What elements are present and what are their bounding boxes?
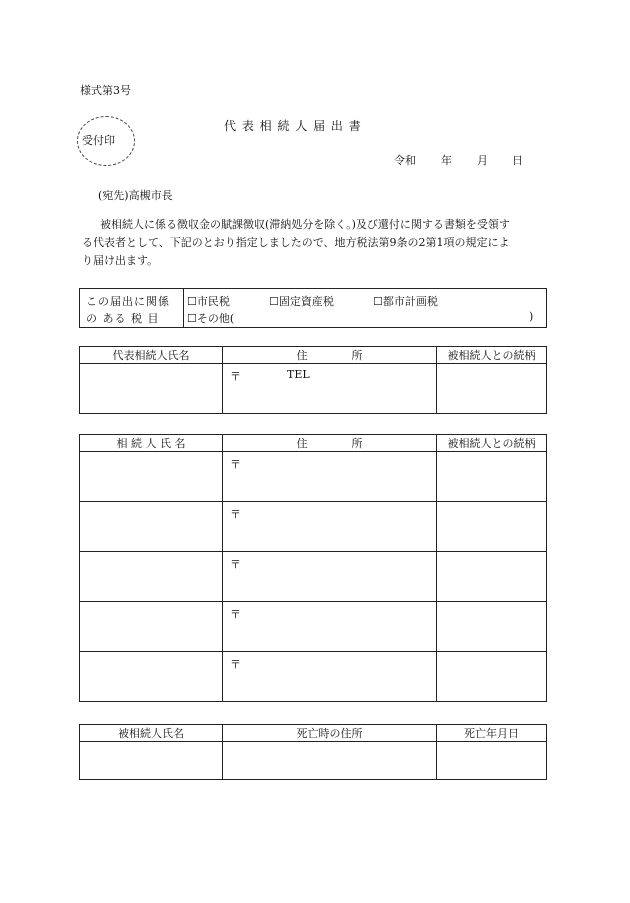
rep-relation-header: 被相続人との続柄 bbox=[437, 347, 547, 364]
heir-address-cell[interactable] bbox=[223, 552, 437, 602]
postal-mark: 〒 bbox=[230, 608, 241, 621]
representative-heir-table bbox=[79, 346, 547, 414]
other-close-paren: ) bbox=[529, 310, 534, 323]
tel-label: TEL bbox=[287, 368, 310, 381]
date-era: 令和 bbox=[394, 154, 416, 167]
table-row bbox=[80, 502, 547, 552]
heir-name-cell[interactable] bbox=[80, 502, 223, 552]
tax-label-line2: の ある 税 目 bbox=[86, 312, 160, 325]
date-day: 日 bbox=[512, 154, 523, 167]
heir-relation-cell[interactable] bbox=[437, 502, 547, 552]
body-paragraph bbox=[82, 216, 552, 270]
document-title: 代 表 相 続 人 届 出 書 bbox=[224, 119, 362, 133]
table-row bbox=[80, 652, 547, 702]
checkbox-other[interactable]: ☐その他( bbox=[187, 312, 235, 325]
deceased-table bbox=[79, 724, 547, 780]
heir-address-cell[interactable] bbox=[223, 502, 437, 552]
form-number: 様式第3号 bbox=[80, 84, 131, 97]
body-line: り届け出ます。 bbox=[82, 254, 159, 267]
heir-address-cell[interactable] bbox=[223, 452, 437, 502]
tax-label-line1: この届出に関係 bbox=[86, 295, 170, 308]
table-row bbox=[80, 602, 547, 652]
heirs-table bbox=[79, 434, 547, 702]
tax-box-divider bbox=[183, 289, 184, 327]
addressee: (宛先)高槻市長 bbox=[98, 189, 173, 202]
postal-mark: 〒 bbox=[230, 370, 241, 383]
death-date-header: 死亡年月日 bbox=[437, 725, 547, 742]
death-date-cell[interactable] bbox=[437, 742, 547, 780]
tax-item-box bbox=[79, 288, 547, 328]
deceased-name-header: 被相続人氏名 bbox=[80, 725, 223, 742]
heir-address-cell[interactable] bbox=[223, 652, 437, 702]
heir-name-cell[interactable] bbox=[80, 652, 223, 702]
heir-address-header: 住 所 bbox=[223, 435, 437, 452]
checkbox-property-tax[interactable]: ☐固定資産税 bbox=[269, 295, 334, 308]
table-row bbox=[80, 452, 547, 502]
deceased-address-header: 死亡時の住所 bbox=[223, 725, 437, 742]
deceased-name-cell[interactable] bbox=[80, 742, 223, 780]
rep-address-header: 住 所 bbox=[223, 347, 437, 364]
deceased-address-cell[interactable] bbox=[223, 742, 437, 780]
postal-mark: 〒 bbox=[230, 658, 241, 671]
rep-name-header: 代表相続人氏名 bbox=[80, 347, 223, 364]
rep-name-cell[interactable] bbox=[80, 364, 223, 414]
heir-name-cell[interactable] bbox=[80, 552, 223, 602]
heir-relation-header: 被相続人との続柄 bbox=[437, 435, 547, 452]
heir-relation-cell[interactable] bbox=[437, 652, 547, 702]
reception-stamp-label: 受付印 bbox=[82, 134, 115, 147]
heir-relation-cell[interactable] bbox=[437, 452, 547, 502]
postal-mark: 〒 bbox=[230, 558, 241, 571]
rep-relation-cell[interactable] bbox=[437, 364, 547, 414]
postal-mark: 〒 bbox=[230, 458, 241, 471]
heir-name-cell[interactable] bbox=[80, 452, 223, 502]
checkbox-city-planning-tax[interactable]: ☐都市計画税 bbox=[373, 295, 438, 308]
heir-name-cell[interactable] bbox=[80, 602, 223, 652]
body-line: 被相続人に係る徴収金の賦課徴収(滞納処分を除く。)及び還付に関する書類を受領す bbox=[100, 218, 510, 231]
checkbox-city-tax[interactable]: ☐市民税 bbox=[187, 295, 230, 308]
postal-mark: 〒 bbox=[230, 508, 241, 521]
body-line: る代表者として、下記のとおり指定しましたので、地方税法第9条の2第1項の規定によ bbox=[82, 236, 510, 249]
date-year: 年 bbox=[441, 154, 452, 167]
rep-address-cell[interactable] bbox=[223, 364, 437, 414]
heir-address-cell[interactable] bbox=[223, 602, 437, 652]
date-month: 月 bbox=[477, 154, 488, 167]
table-row bbox=[80, 552, 547, 602]
heir-relation-cell[interactable] bbox=[437, 552, 547, 602]
heir-relation-cell[interactable] bbox=[437, 602, 547, 652]
heir-name-header: 相 続 人 氏 名 bbox=[80, 435, 223, 452]
